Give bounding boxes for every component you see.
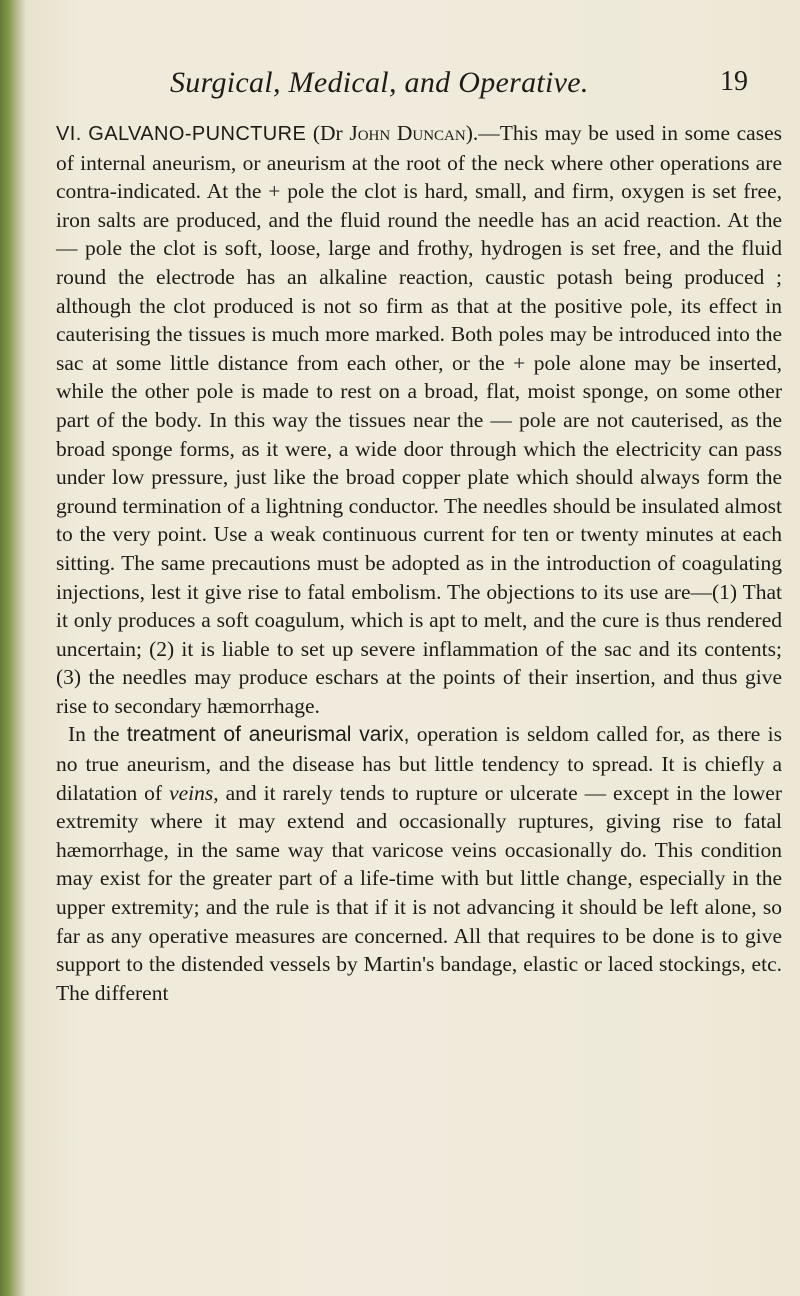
body-text — [56, 119, 782, 1007]
page-binding-edge — [0, 0, 26, 1296]
author-open: (Dr — [312, 121, 350, 145]
paragraph-galvano-puncture — [56, 119, 782, 720]
running-title: Surgical, Medical, and Operative. — [170, 66, 589, 99]
emphasis-veins: veins, — [169, 780, 219, 805]
topic-phrase: treatment of aneurismal varix, — [126, 723, 410, 747]
paragraph-2-part-a: operation is seldom called for, as there is no true aneurism, and the disease has but little tendency to spread. It is chiefly a dilatation of — [56, 722, 783, 805]
author-name: John Duncan — [349, 121, 466, 145]
section-number: VI. — [56, 123, 82, 145]
page-header — [0, 66, 800, 106]
page-number: 19 — [720, 66, 748, 97]
paragraph-1-text: —This may be used in some cases of internal aneurism, or aneurism at the root of the neck where other operations are contra-indicated. At the + pole the clot is hard, small, and firm, oxygen is set free, iron salts are produced, and the fluid round the needle has an acid reaction. At the — pole the clot is soft, loose, large and frothy, hydrogen is set free, and the fluid round the electrode has an alkaline reaction, caustic potash being produced ; although the clot produced is not so firm as that at the positive pole, its effect in cauterising the tissues is much more marked. Both poles may be introduced into the sac at some little distance from each other, or the + pole alone may be inserted, while the other pole is made to rest on a broad, flat, moist sponge, on some other part of the body. In this way the tissues near the — pole are not cauterised, as the broad sponge forms, as it were, a wide door through which the electricity can pass under low pressure, just like the broad copper plate which should always form the ground termination of a lightning conductor. The needles should be insulated almost to the very point. Use a weak continuous current for ten or twenty minutes at each sitting. The same precautions must be adopted as in the introduction of coagulating injections, lest it give rise to fatal embolism. The objections to its use are—(1) That it only produces a soft coagulum, which is apt to melt, and the cure is thus rendered uncertain; (2) it is liable to set up severe inflammation of the sac and its contents; (3) the needles may produce eschars at the points of their insertion, and thus give rise to secondary hæmorrhage. — [56, 121, 782, 718]
section-title: GALVANO-PUNCTURE — [88, 123, 307, 145]
paragraph-2-intro: In the — [68, 722, 127, 747]
author-close: ). — [465, 121, 479, 145]
paragraph-2-part-b: and it rarely tends to rupture or ulcerate — except in the lower extremity where it may extend and occasionally ruptures, giving rise to fatal hæmorrhage, in the same way that varicose veins occasionally do. This condition may exist for the greater part of a life-time with but little change, especially in the upper extremity; and the rule is that if it is not advancing it should be left alone, so far as any operative measures are concerned. All that requires to be done is to give support to the distended vessels by Martin's bandage, elastic or laced stockings, etc. The different — [56, 780, 782, 1005]
paragraph-aneurismal-varix — [56, 720, 782, 1007]
